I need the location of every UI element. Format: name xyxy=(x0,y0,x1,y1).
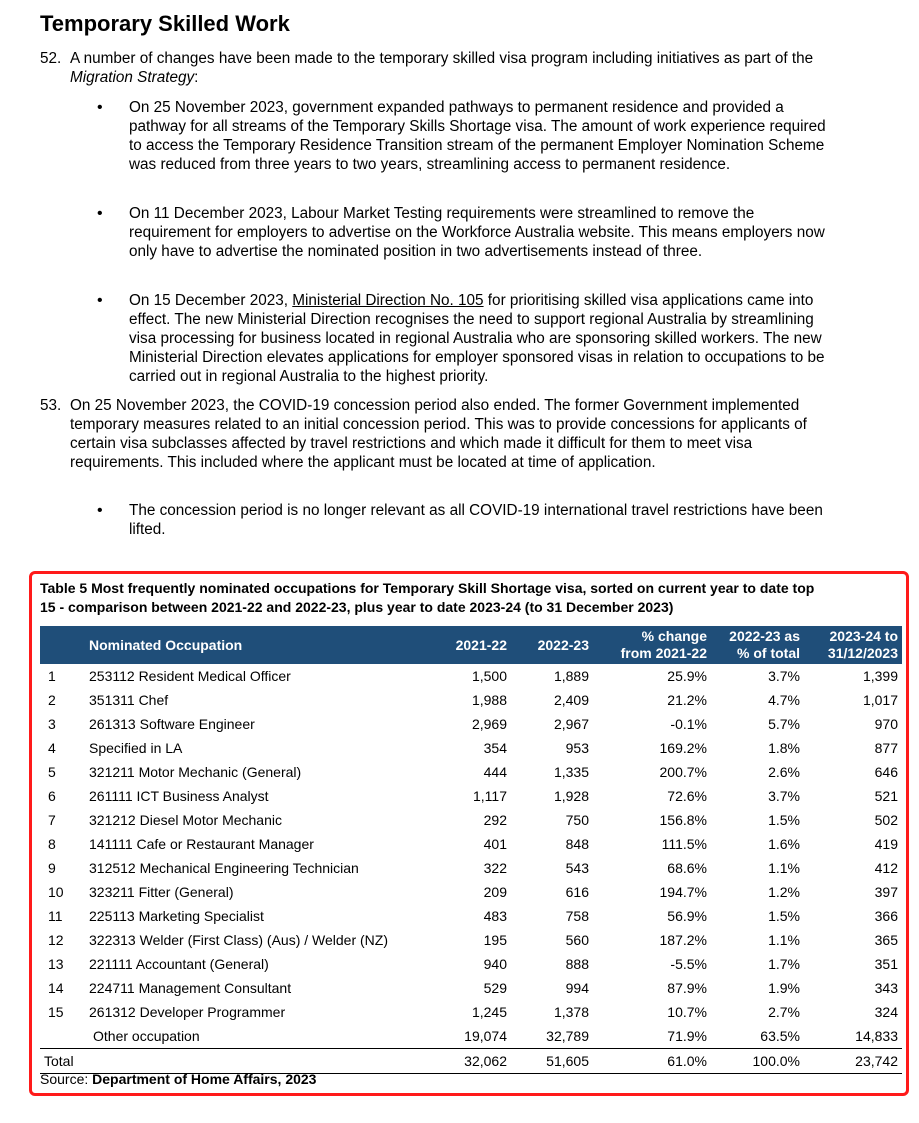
row-2021-22: 209 xyxy=(483,884,507,900)
row-share: 4.7% xyxy=(768,692,800,708)
paragraph-text-part: A number of changes have been made to the temporary skilled visa program including initiatives as part of the xyxy=(70,50,814,67)
row-ytd: 397 xyxy=(874,884,898,900)
row-2021-22: 401 xyxy=(483,836,507,852)
row-2021-22: 1,117 xyxy=(473,788,507,804)
row-occupation: 221111 Accountant (General) xyxy=(89,956,269,972)
row-ytd: 1,017 xyxy=(862,692,898,708)
bullet-text: The concession period is no longer relevant as all COVID-19 international travel restrictions have been lifted. xyxy=(129,502,823,538)
row-ytd: 877 xyxy=(874,740,898,756)
row-index: 15 xyxy=(48,1004,64,1020)
table-row xyxy=(40,1000,902,1024)
row-change: 111.5% xyxy=(661,836,707,852)
row-occupation: 261111 ICT Business Analyst xyxy=(89,788,269,804)
row-change: -0.1% xyxy=(670,716,707,732)
paragraph-text-part: : xyxy=(194,69,199,86)
paragraph-number: 53. xyxy=(40,397,62,414)
table-row xyxy=(40,904,902,928)
row-index: 7 xyxy=(48,812,56,828)
row-share: 2.7% xyxy=(768,1004,800,1020)
row-change: 187.2% xyxy=(659,932,707,948)
row-2021-22: 1,500 xyxy=(471,668,507,684)
row-share: 2.6% xyxy=(768,764,800,780)
row-ytd: 419 xyxy=(874,836,898,852)
row-occupation: 225113 Marketing Specialist xyxy=(89,908,264,924)
row-2022-23: 1,335 xyxy=(553,764,589,780)
table-row xyxy=(40,760,902,784)
row-2021-22: 19,074 xyxy=(433,1024,511,1049)
row-ytd: 343 xyxy=(874,980,898,996)
row-share: 1.7% xyxy=(768,956,800,972)
row-2021-22: 354 xyxy=(483,740,507,756)
row-change: 25.9% xyxy=(667,668,707,684)
share-header xyxy=(711,626,804,664)
row-share: 3.7% xyxy=(768,668,800,684)
row-change: 200.7% xyxy=(659,764,707,780)
row-index: 11 xyxy=(48,908,63,924)
bullet-item xyxy=(97,501,837,539)
bullet-icon: • xyxy=(97,292,103,309)
row-share: 63.5% xyxy=(711,1024,804,1049)
header-line: % change xyxy=(641,628,707,644)
bullet-text: On 25 November 2023, government expanded pathways to permanent residence and provided a pathway for all streams of the Temporary Skills Shortage visa. The amount of work experience required to access the Temporary Residence Transition stream of the permanent Employer Nomination Scheme was reduced from three years to two years, streamlining access to permanent residence. xyxy=(129,99,826,173)
table-row xyxy=(40,712,902,736)
row-2022-23: 888 xyxy=(565,956,589,972)
paragraph-53 xyxy=(40,396,840,472)
row-share: 5.7% xyxy=(768,716,800,732)
row-2022-23: 560 xyxy=(565,932,589,948)
row-2021-22: 529 xyxy=(483,980,507,996)
table-header-row xyxy=(40,626,902,664)
row-ytd: 502 xyxy=(874,812,898,828)
row-index: 1 xyxy=(48,668,56,684)
ministerial-direction-link[interactable]: Ministerial Direction No. 105 xyxy=(292,292,484,309)
row-share: 3.7% xyxy=(768,788,800,804)
row-2022-23: 953 xyxy=(565,740,589,756)
row-occupation: 321211 Motor Mechanic (General) xyxy=(89,764,302,780)
row-2021-22: 292 xyxy=(483,812,507,828)
table-row xyxy=(40,952,902,976)
row-change: 169.2% xyxy=(659,740,707,756)
table-source xyxy=(40,1071,316,1087)
total-ytd: 23,742 xyxy=(804,1049,902,1074)
table-row xyxy=(40,976,902,1000)
row-2021-22: 322 xyxy=(483,860,507,876)
row-occupation: Specified in LA xyxy=(89,740,183,756)
change-header xyxy=(593,626,711,664)
year-2022-23-header: 2022-23 xyxy=(511,626,593,664)
bullet-text-part: On 15 December 2023, xyxy=(129,292,293,309)
row-index: 6 xyxy=(48,788,56,804)
row-occupation: Other occupation xyxy=(85,1024,433,1049)
paragraph-number: 52. xyxy=(40,50,62,67)
row-2022-23: 1,928 xyxy=(553,788,589,804)
table-row xyxy=(40,688,902,712)
row-occupation: 321212 Diesel Motor Mechanic xyxy=(89,812,282,828)
row-share: 1.5% xyxy=(768,812,800,828)
row-ytd: 14,833 xyxy=(804,1024,902,1049)
row-index: 14 xyxy=(48,980,64,996)
table-row xyxy=(40,856,902,880)
row-2022-23: 543 xyxy=(565,860,589,876)
row-occupation: 322313 Welder (First Class) (Aus) / Welder (NZ) xyxy=(89,932,388,948)
paragraph-text xyxy=(70,49,840,87)
table-row xyxy=(40,880,902,904)
row-change: 194.7% xyxy=(659,884,707,900)
row-index: 8 xyxy=(48,836,56,852)
row-index: 13 xyxy=(48,956,64,972)
year-2021-22-header: 2021-22 xyxy=(433,626,511,664)
row-2022-23: 848 xyxy=(565,836,589,852)
bullet-icon: • xyxy=(97,502,103,519)
row-change: 87.9% xyxy=(667,980,707,996)
row-index: 2 xyxy=(48,692,56,708)
row-ytd: 365 xyxy=(874,932,898,948)
table-caption: Table 5 Most frequently nominated occupations for Temporary Skill Shortage visa, sorted on current year to date top 15 - comparison between 2021-22 and 2022-23, plus year to date 2023-24 (to 31 December 2023) xyxy=(40,580,815,615)
total-share: 100.0% xyxy=(711,1049,804,1074)
row-2022-23: 750 xyxy=(565,812,589,828)
header-line: from 2021-22 xyxy=(620,645,707,661)
paragraph-52 xyxy=(40,49,840,87)
bullet-icon: • xyxy=(97,205,103,222)
row-index: 4 xyxy=(48,740,56,756)
table-row xyxy=(40,832,902,856)
row-change: 56.9% xyxy=(667,908,707,924)
row-index: 3 xyxy=(48,716,56,732)
total-label: Total xyxy=(40,1049,433,1074)
row-share: 1.9% xyxy=(768,980,800,996)
ytd-header xyxy=(804,626,902,664)
row-2022-23: 994 xyxy=(565,980,589,996)
total-row xyxy=(40,1049,902,1074)
row-2022-23: 1,378 xyxy=(553,1004,589,1020)
row-2022-23: 32,789 xyxy=(511,1024,593,1049)
source-value: Department of Home Affairs, 2023 xyxy=(92,1071,317,1087)
header-line: % of total xyxy=(737,645,800,661)
row-change: 72.6% xyxy=(667,788,707,804)
emphasis-text: Migration Strategy xyxy=(70,69,195,86)
other-occupation-row xyxy=(40,1024,902,1049)
row-2022-23: 758 xyxy=(565,908,589,924)
bullet-item xyxy=(97,291,837,386)
row-ytd: 351 xyxy=(874,956,898,972)
row-share: 1.1% xyxy=(768,932,800,948)
row-2021-22: 483 xyxy=(483,908,507,924)
table-row xyxy=(40,664,902,688)
row-index: 12 xyxy=(48,932,64,948)
bullet-text xyxy=(129,291,837,386)
header-line: 2023-24 to xyxy=(829,628,898,644)
row-ytd: 646 xyxy=(874,764,898,780)
row-share: 1.5% xyxy=(768,908,800,924)
table-row xyxy=(40,808,902,832)
total-change: 61.0% xyxy=(593,1049,711,1074)
row-2021-22: 444 xyxy=(483,764,507,780)
row-ytd: 324 xyxy=(874,1004,898,1020)
total-2022-23: 51,605 xyxy=(511,1049,593,1074)
row-ytd: 412 xyxy=(874,860,898,876)
row-occupation: 253112 Resident Medical Officer xyxy=(89,668,291,684)
index-header xyxy=(40,626,85,664)
row-ytd: 970 xyxy=(874,716,898,732)
row-2022-23: 2,409 xyxy=(553,692,589,708)
occupations-table xyxy=(40,626,902,1074)
bullet-item xyxy=(97,98,837,174)
paragraph-text: On 25 November 2023, the COVID-19 concession period also ended. The former Government implemented temporary measures related to an initial concession period. This was to provide concessions for applicants of certain visa subclasses affected by travel restrictions and which made it difficult for them to meet visa requirements. This included where the applicant must be located at time of application. xyxy=(70,397,807,471)
row-ytd: 521 xyxy=(874,788,898,804)
table-body xyxy=(40,664,902,1074)
row-share: 1.6% xyxy=(768,836,800,852)
header-line: 2022-23 as xyxy=(729,628,800,644)
row-occupation: 351311 Chef xyxy=(89,692,169,708)
row-2022-23: 1,889 xyxy=(553,668,589,684)
row-2021-22: 1,245 xyxy=(471,1004,507,1020)
row-2021-22: 2,969 xyxy=(471,716,507,732)
row-change: 10.7% xyxy=(667,1004,707,1020)
bullet-text: On 11 December 2023, Labour Market Testing requirements were streamlined to remove the requirement for employers to advertise on the Workforce Australia website. This means employers now only have to advertise the nominated position in two advertisements instead of three. xyxy=(129,205,825,260)
section-heading: Temporary Skilled Work xyxy=(40,11,290,36)
occupation-header: Nominated Occupation xyxy=(85,626,433,664)
row-ytd: 1,399 xyxy=(862,668,898,684)
row-occupation: 323211 Fitter (General) xyxy=(89,884,234,900)
row-index xyxy=(40,1024,85,1049)
row-change: 71.9% xyxy=(593,1024,711,1049)
table-row xyxy=(40,928,902,952)
row-2022-23: 616 xyxy=(565,884,589,900)
row-2021-22: 195 xyxy=(483,932,507,948)
row-index: 5 xyxy=(48,764,56,780)
row-occupation: 261312 Developer Programmer xyxy=(89,1004,286,1020)
row-change: 68.6% xyxy=(667,860,707,876)
row-share: 1.2% xyxy=(768,884,800,900)
bullet-item xyxy=(97,204,837,261)
table-row xyxy=(40,784,902,808)
row-2021-22: 1,988 xyxy=(471,692,507,708)
row-2021-22: 940 xyxy=(483,956,507,972)
row-occupation: 312512 Mechanical Engineering Technician xyxy=(89,860,359,876)
table-row xyxy=(40,736,902,760)
row-change: 156.8% xyxy=(659,812,707,828)
row-change: 21.2% xyxy=(667,692,707,708)
bullet-text-part: for prioritising skilled visa applications came into effect. The new Ministerial Direction recognises the need to support regional Australia by streamlining visa processing for business located in regional Australia who are sponsoring skilled workers. The new Ministerial Direction elevates applications for employer sponsored visas in relation to occupations to be carried out in regional Australia to the highest priority. xyxy=(129,292,825,385)
header-line: 31/12/2023 xyxy=(827,645,898,661)
row-ytd: 366 xyxy=(874,908,898,924)
row-index: 9 xyxy=(48,860,56,876)
row-occupation: 261313 Software Engineer xyxy=(89,716,255,732)
row-occupation: 141111 Cafe or Restaurant Manager xyxy=(89,836,314,852)
row-share: 1.8% xyxy=(768,740,800,756)
row-share: 1.1% xyxy=(768,860,800,876)
row-occupation: 224711 Management Consultant xyxy=(89,980,292,996)
row-change: -5.5% xyxy=(670,956,707,972)
row-2022-23: 2,967 xyxy=(553,716,589,732)
total-2021-22: 32,062 xyxy=(433,1049,511,1074)
source-label: Source: xyxy=(40,1071,93,1087)
row-index: 10 xyxy=(48,884,64,900)
bullet-icon: • xyxy=(97,99,103,116)
